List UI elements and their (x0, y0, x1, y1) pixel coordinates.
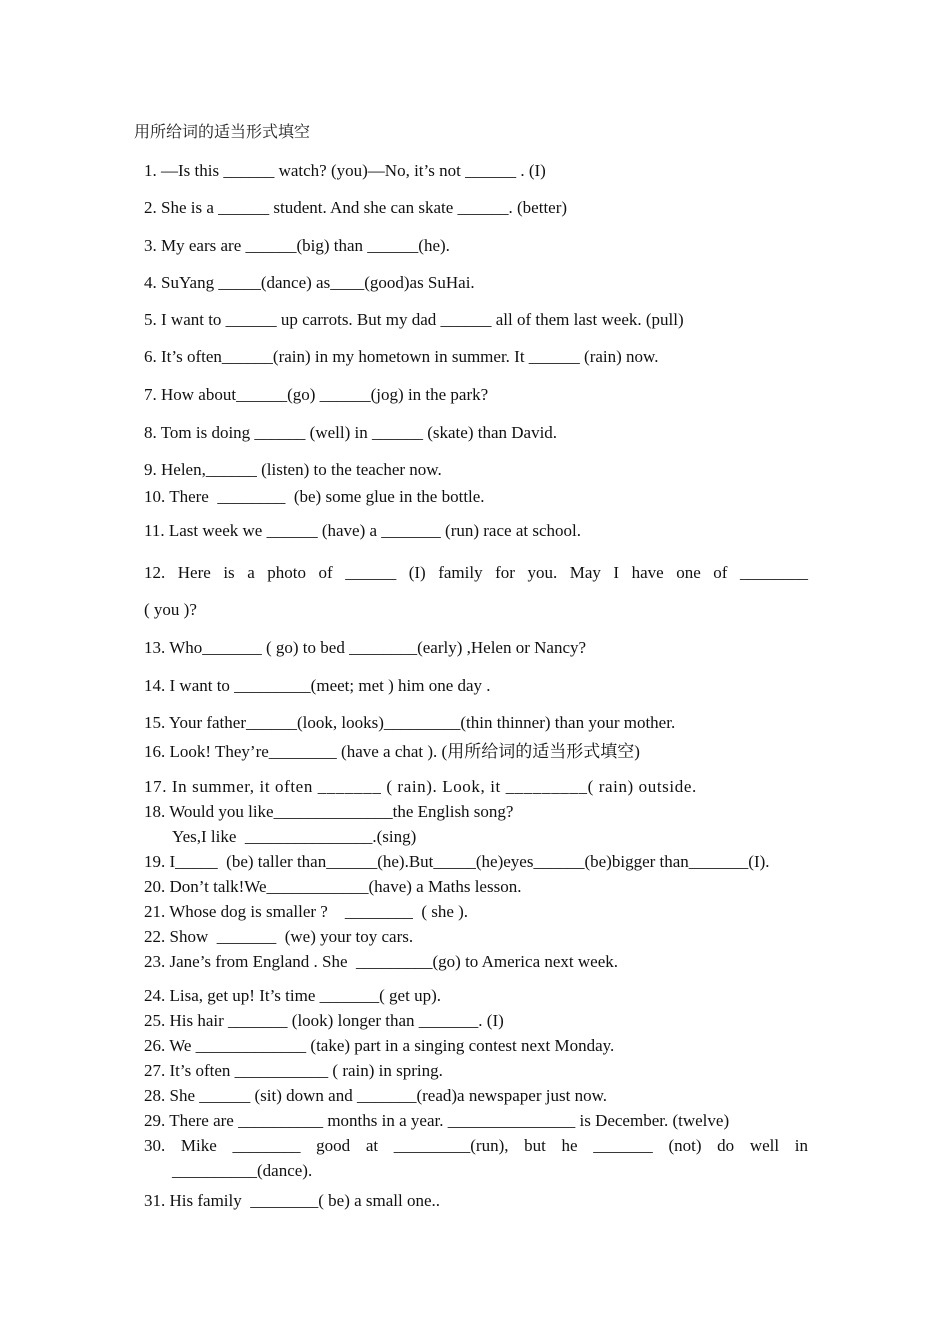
question-26: 26. We _____________ (take) part in a singing contest next Monday. (144, 1036, 615, 1055)
question-5: 5. I want to ______ up carrots. But my dad ______ all of them last week. (pull) (144, 310, 684, 329)
question-16: 16. Look! They’re________ (have a chat ). (用所给词的适当形式填空) (144, 742, 640, 761)
question-12: 12. Here is a photo of ______ (I) family for you. May I have one of ________ (144, 563, 808, 582)
question-17: 17. In summer, it often _______ ( rain). Look, it _________( rain) outside. (144, 777, 697, 796)
question-27: 27. It’s often ___________ ( rain) in spring. (144, 1061, 443, 1080)
worksheet-title: 用所给词的适当形式填空 (134, 122, 311, 141)
question-8: 8. Tom is doing ______ (well) in ______ (skate) than David. (144, 423, 558, 442)
question-12-continued: ( you )? (144, 600, 197, 619)
question-23: 23. Jane’s from England . She _________(go) to America next week. (144, 952, 619, 971)
question-6: 6. It’s often______(rain) in my hometown in summer. It ______ (rain) now. (144, 347, 659, 366)
question-22: 22. Show _______ (we) your toy cars. (144, 927, 414, 946)
question-13: 13. Who_______ ( go) to bed ________(early) ,Helen or Nancy? (144, 638, 587, 657)
question-9: 9. Helen,______ (listen) to the teacher now. (144, 460, 442, 479)
question-30: 30. Mike ________ good at _________(run), but he _______ (not) do well in (144, 1136, 808, 1155)
question-7: 7. How about______(go) ______(jog) in the park? (144, 385, 489, 404)
question-2: 2. She is a ______ student. And she can skate ______. (better) (144, 198, 568, 217)
question-28: 28. She ______ (sit) down and _______(read)a newspaper just now. (144, 1086, 608, 1105)
question-11: 11. Last week we ______ (have) a _______ (run) race at school. (144, 521, 581, 540)
question-1: 1. —Is this ______ watch? (you)—No, it’s not ______ . (I) (144, 161, 546, 180)
question-18: 18. Would you like______________the English song? (144, 802, 514, 821)
question-21: 21. Whose dog is smaller ? ________ ( she ). (144, 902, 469, 921)
question-25: 25. His hair _______ (look) longer than _______. (I) (144, 1011, 504, 1030)
question-20: 20. Don’t talk!We____________(have) a Maths lesson. (144, 877, 522, 896)
question-4: 4. SuYang _____(dance) as____(good)as SuHai. (144, 273, 475, 292)
question-15: 15. Your father______(look, looks)_________(thin thinner) than your mother. (144, 713, 676, 732)
question-19: 19. I_____ (be) taller than______(he).But_____(he)eyes______(be)bigger than_______(I). (144, 852, 770, 871)
question-10: 10. There ________ (be) some glue in the bottle. (144, 487, 485, 506)
question-24: 24. Lisa, get up! It’s time _______( get up). (144, 986, 441, 1005)
question-18-answer: Yes,I like _______________.(sing) (172, 827, 417, 846)
question-3: 3. My ears are ______(big) than ______(he). (144, 236, 450, 255)
question-30-continued: __________(dance). (172, 1161, 313, 1180)
question-31: 31. His family ________( be) a small one.. (144, 1191, 441, 1210)
question-29: 29. There are __________ months in a year. _______________ is December. (twelve) (144, 1111, 730, 1130)
question-14: 14. I want to _________(meet; met ) him one day . (144, 676, 491, 695)
